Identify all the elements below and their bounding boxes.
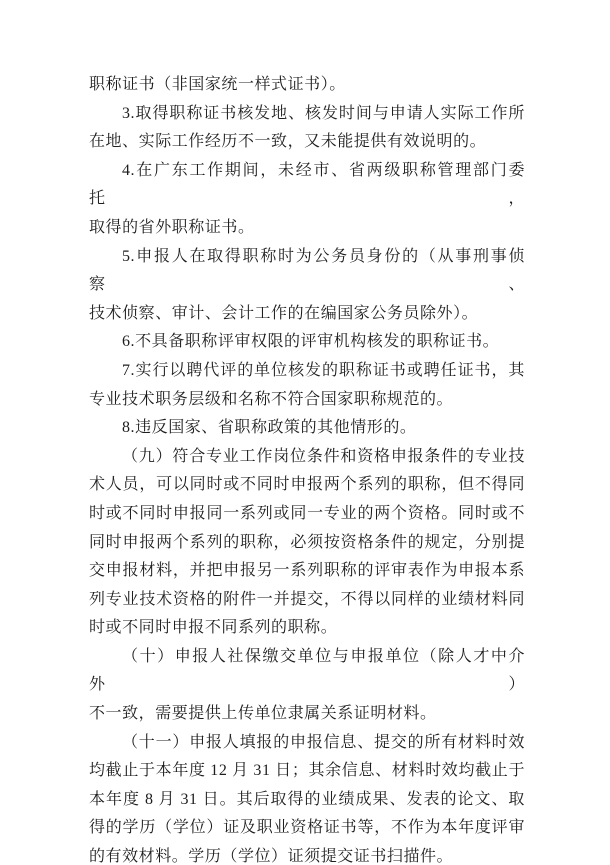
- text-line: 技术侦察、审计、会计工作的在编国家公务员除外）。: [89, 304, 479, 322]
- text-line: 职称证书（非国家统一样式证书）。: [89, 76, 346, 93]
- text-line: 时或不同时申报同一系列或同一专业的两个资格。同时或不: [89, 504, 525, 522]
- text-line: （九）符合专业工作岗位条件和资格申报条件的专业技: [122, 447, 525, 465]
- text-line: 均截止于本年度 12 月 31 日；其余信息、材料时效均截止于: [89, 762, 525, 780]
- text-line: （十一）申报人填报的申报信息、提交的所有材料时效: [122, 733, 525, 751]
- text-line: 时或不同时申报不同系列的职称。: [89, 619, 338, 637]
- text-line: 本年度 8 月 31 日。其后取得的业绩成果、发表的论文、取: [89, 790, 525, 808]
- text-line: 同时申报两个系列的职称，必须按资格条件的规定，分别提: [89, 533, 525, 551]
- text-line: 列专业技术资格的附件一并提交，不得以同样的业绩材料同: [89, 590, 525, 608]
- text-line: 的有效材料。学历（学位）证须提交证书扫描件。: [89, 848, 454, 865]
- document-body: [89, 71, 525, 865]
- text-line: 6.不具备职称评审权限的评审机构核发的职称证书。: [122, 333, 500, 351]
- text-line: 5.申报人在取得职称时为公务员身份的（从事刑事侦察、: [89, 247, 525, 294]
- text-line: 取得的省外职称证书。: [89, 218, 255, 236]
- text-line: （十）申报人社保缴交单位与申报单位（除人才中介外）: [89, 647, 525, 694]
- text-line: 7.实行以聘代评的单位核发的职称证书或聘任证书，其: [122, 361, 525, 379]
- text-line: 术人员，可以同时或不同时申报两个系列的职称，但不得同: [89, 476, 525, 494]
- text-line: 得的学历（学位）证及职业资格证书等，不作为本年度评审: [89, 819, 525, 837]
- text-line: 4.在广东工作期间，未经市、省两级职称管理部门委托，: [89, 161, 525, 208]
- text-line: 3.取得职称证书核发地、核发时间与申请人实际工作所: [122, 104, 525, 122]
- text-line: 专业技术职务层级和名称不符合国家职称规范的。: [89, 390, 454, 408]
- text-line: 在地、实际工作经历不一致，又未能提供有效说明的。: [89, 133, 487, 151]
- text-line: 8.违反国家、省职称政策的其他情形的。: [122, 419, 417, 437]
- text-line: 交申报材料，并把申报另一系列职称的评审表作为申报本系: [89, 562, 525, 580]
- text-line: 不一致，需要提供上传单位隶属关系证明材料。: [89, 705, 437, 723]
